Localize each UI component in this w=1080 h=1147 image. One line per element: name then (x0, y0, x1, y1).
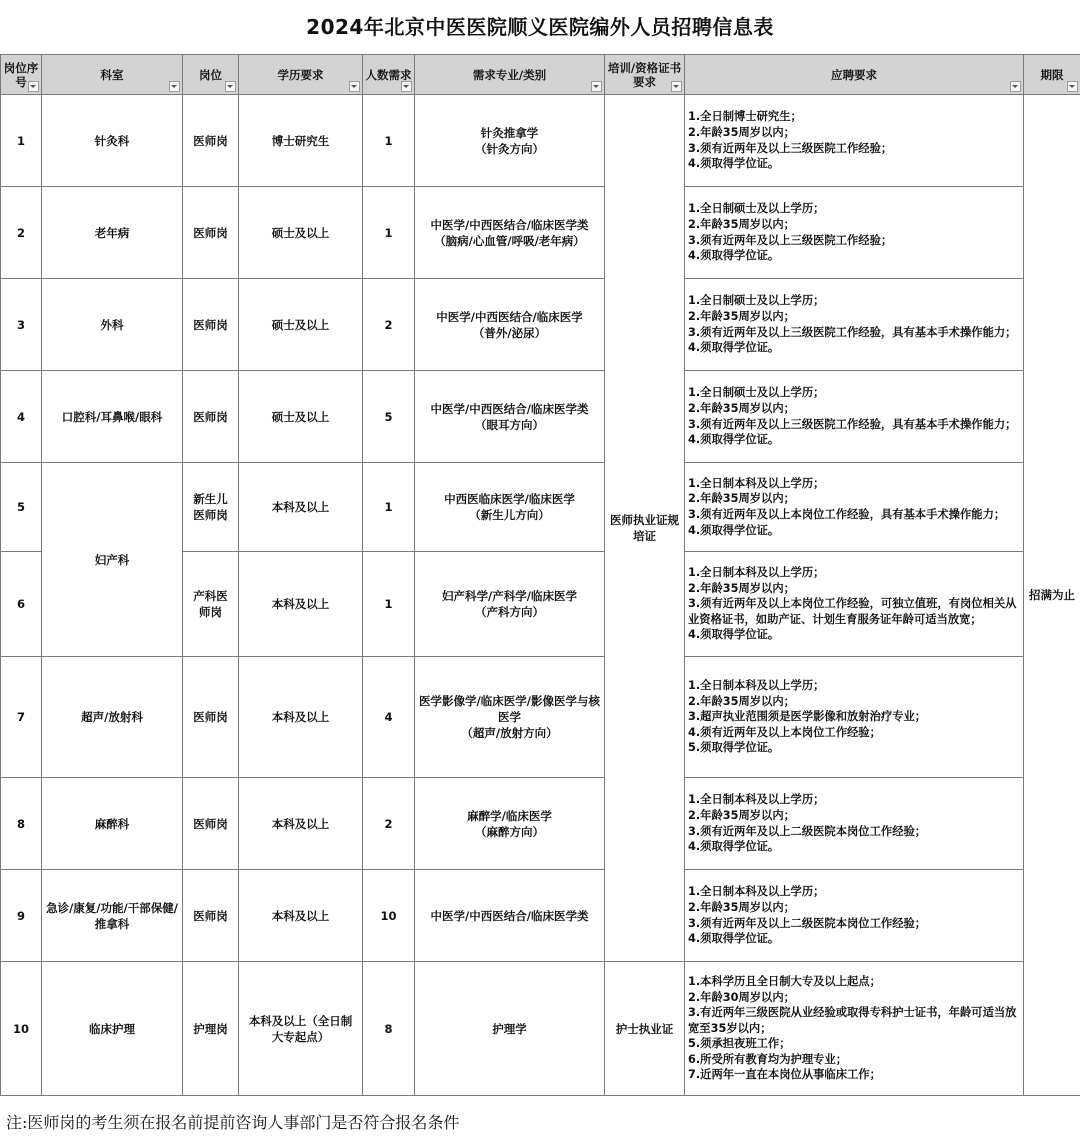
cell-education: 硕士及以上 (239, 371, 363, 463)
filter-dropdown-icon[interactable] (671, 81, 682, 92)
table-row (1, 279, 1080, 371)
cell-department: 超声/放射科 (42, 657, 183, 778)
header-row (1, 55, 1080, 95)
filter-dropdown-icon[interactable] (1010, 81, 1021, 92)
cell-major: 中医学/中西医结合/临床医学类 (415, 870, 605, 962)
cell-department: 口腔科/耳鼻喉/眼科 (42, 371, 183, 463)
cell-post-number: 6 (1, 552, 42, 657)
cell-education: 博士研究生 (239, 95, 363, 187)
filter-dropdown-icon[interactable] (401, 81, 412, 92)
filter-dropdown-icon[interactable] (169, 81, 180, 92)
cell-post: 护理岗 (183, 962, 239, 1096)
cell-education: 硕士及以上 (239, 187, 363, 279)
header-major[interactable]: 需求专业/类别 (415, 55, 605, 95)
cell-department-merged: 妇产科 (42, 463, 183, 657)
cell-education: 硕士及以上 (239, 279, 363, 371)
cell-requirements: 1.全日制本科及以上学历； 2.年龄35周岁以内； 3.须有近两年及以上本岗位工作经验，可独立值班，有岗位相关从业资格证书，如助产证、计划生育服务证年龄可适当放宽； 4.须取得学位证。 (685, 552, 1024, 657)
filter-dropdown-icon[interactable] (1067, 81, 1078, 92)
header-certificate[interactable]: 培训/资格证书要求 (605, 55, 685, 95)
cell-post-number: 5 (1, 463, 42, 552)
header-post[interactable]: 岗位 (183, 55, 239, 95)
cell-department: 临床护理 (42, 962, 183, 1096)
cell-post: 医师岗 (183, 95, 239, 187)
cell-department: 麻醉科 (42, 778, 183, 870)
cell-education: 本科及以上 (239, 552, 363, 657)
header-post-number[interactable]: 岗位序号 (1, 55, 42, 95)
cell-major: 中医学/中西医结合/临床医学类 （脑病/心血管/呼吸/老年病） (415, 187, 605, 279)
cell-requirements: 1.全日制本科及以上学历； 2.年龄35周岁以内； 3.须有近两年及以上二级医院本岗位工作经验； 4.须取得学位证。 (685, 870, 1024, 962)
cell-post-number: 8 (1, 778, 42, 870)
filter-dropdown-icon[interactable] (225, 81, 236, 92)
table-row (1, 778, 1080, 870)
cell-count: 1 (363, 95, 415, 187)
cell-department: 老年病 (42, 187, 183, 279)
header-department[interactable]: 科室 (42, 55, 183, 95)
cell-requirements: 1.本科学历且全日制大专及以上起点； 2.年龄30周岁以内； 3.有近两年三级医院从业经验或取得专科护士证书，年龄可适当放宽至35岁以内； 5.须承担夜班工作； 6.所受所有教育均为护理专业； 7.近两年一直在本岗位从事临床工作； (685, 962, 1024, 1096)
table-row (1, 371, 1080, 463)
cell-education: 本科及以上 (239, 870, 363, 962)
header-count[interactable]: 人数需求 (363, 55, 415, 95)
cell-requirements: 1.全日制博士研究生； 2.年龄35周岁以内； 3.须有近两年及以上三级医院工作经验； 4.须取得学位证。 (685, 95, 1024, 187)
cell-requirements: 1.全日制硕士及以上学历； 2.年龄35周岁以内； 3.须有近两年及以上三级医院工作经验，具有基本手术操作能力； 4.须取得学位证。 (685, 371, 1024, 463)
cell-post-number: 1 (1, 95, 42, 187)
table-row (1, 95, 1080, 187)
cell-count: 4 (363, 657, 415, 778)
cell-post-number: 3 (1, 279, 42, 371)
cell-major: 中西医临床医学/临床医学 （新生儿方向） (415, 463, 605, 552)
cell-department: 急诊/康复/功能/干部保健/推拿科 (42, 870, 183, 962)
table-row (1, 962, 1080, 1096)
table-row (1, 657, 1080, 778)
filter-dropdown-icon[interactable] (28, 81, 39, 92)
table-row (1, 187, 1080, 279)
footnote: 注:医师岗的考生须在报名前提前咨询人事部门是否符合报名条件 (6, 1113, 460, 1132)
cell-certificate-doctor: 医师执业证规培证 (605, 95, 685, 962)
cell-post: 医师岗 (183, 371, 239, 463)
header-term[interactable]: 期限 (1024, 55, 1080, 95)
cell-requirements: 1.全日制本科及以上学历； 2.年龄35周岁以内； 3.超声执业范围须是医学影像和放射治疗专业； 4.须有近两年及以上本岗位工作经验； 5.须取得学位证。 (685, 657, 1024, 778)
cell-post: 新生儿医师岗 (183, 463, 239, 552)
cell-certificate-nurse: 护士执业证 (605, 962, 685, 1096)
cell-education: 本科及以上 (239, 463, 363, 552)
cell-major: 医学影像学/临床医学/影像医学与核医学 （超声/放射方向） (415, 657, 605, 778)
cell-requirements: 1.全日制本科及以上学历； 2.年龄35周岁以内； 3.须有近两年及以上二级医院本岗位工作经验； 4.须取得学位证。 (685, 778, 1024, 870)
cell-count: 1 (363, 552, 415, 657)
page-title: 2024年北京中医医院顺义医院编外人员招聘信息表 (306, 15, 774, 39)
cell-post: 医师岗 (183, 870, 239, 962)
cell-department: 针灸科 (42, 95, 183, 187)
header-education[interactable]: 学历要求 (239, 55, 363, 95)
cell-count: 10 (363, 870, 415, 962)
cell-education: 本科及以上 (239, 778, 363, 870)
cell-post: 医师岗 (183, 778, 239, 870)
cell-post: 医师岗 (183, 657, 239, 778)
cell-requirements: 1.全日制硕士及以上学历； 2.年龄35周岁以内； 3.须有近两年及以上三级医院工作经验，具有基本手术操作能力； 4.须取得学位证。 (685, 279, 1024, 371)
cell-education: 本科及以上 (239, 657, 363, 778)
cell-major: 护理学 (415, 962, 605, 1096)
cell-count: 8 (363, 962, 415, 1096)
cell-requirements: 1.全日制本科及以上学历； 2.年龄35周岁以内； 3.须有近两年及以上本岗位工作经验，具有基本手术操作能力； 4.须取得学位证。 (685, 463, 1024, 552)
cell-post-number: 10 (1, 962, 42, 1096)
cell-major: 妇产科学/产科学/临床医学 （产科方向） (415, 552, 605, 657)
cell-count: 1 (363, 463, 415, 552)
cell-post-number: 2 (1, 187, 42, 279)
table-row (1, 870, 1080, 962)
cell-term: 招满为止 (1024, 95, 1080, 1096)
cell-post: 医师岗 (183, 187, 239, 279)
cell-major: 针灸推拿学 （针灸方向） (415, 95, 605, 187)
cell-post-number: 7 (1, 657, 42, 778)
recruitment-table (0, 54, 1080, 1096)
cell-major: 中医学/中西医结合/临床医学类 （眼耳方向） (415, 371, 605, 463)
cell-count: 1 (363, 187, 415, 279)
header-requirements[interactable]: 应聘要求 (685, 55, 1024, 95)
cell-requirements: 1.全日制硕士及以上学历； 2.年龄35周岁以内； 3.须有近两年及以上三级医院工作经验； 4.须取得学位证。 (685, 187, 1024, 279)
cell-count: 5 (363, 371, 415, 463)
cell-post: 医师岗 (183, 279, 239, 371)
cell-education: 本科及以上（全日制大专起点） (239, 962, 363, 1096)
filter-dropdown-icon[interactable] (591, 81, 602, 92)
cell-department: 外科 (42, 279, 183, 371)
cell-major: 麻醉学/临床医学 （麻醉方向） (415, 778, 605, 870)
cell-post-number: 4 (1, 371, 42, 463)
cell-major: 中医学/中西医结合/临床医学 （普外/泌尿） (415, 279, 605, 371)
filter-dropdown-icon[interactable] (349, 81, 360, 92)
cell-count: 2 (363, 279, 415, 371)
cell-post-number: 9 (1, 870, 42, 962)
cell-count: 2 (363, 778, 415, 870)
table-row (1, 463, 1080, 552)
cell-post: 产科医师岗 (183, 552, 239, 657)
